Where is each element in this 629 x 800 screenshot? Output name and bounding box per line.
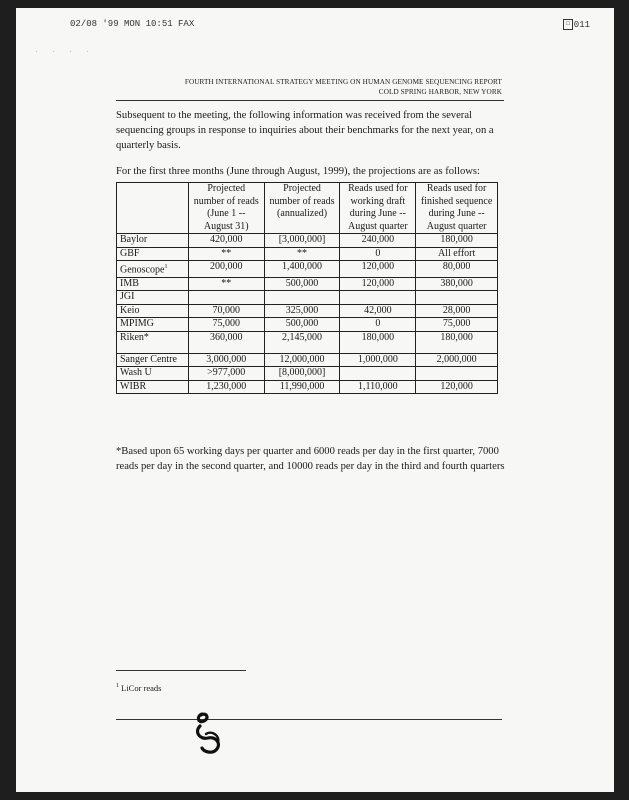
table-cell: 75,000 [188,318,264,332]
table-cell: 75,000 [416,318,498,332]
table-row [117,318,498,332]
table-cell: 11,990,000 [264,380,340,394]
group-name: JGI [117,291,189,305]
footnote-mark: 1 [164,264,168,270]
table-cell: 120,000 [340,261,416,278]
column-header: Projected number of reads (June 1 -- August 31) [188,183,264,234]
footnote-rule [116,670,246,671]
table-cell: 380,000 [416,277,498,291]
table-cell: 3,000,000 [188,353,264,367]
table-cell: ** [188,277,264,291]
group-name [117,261,189,278]
table-cell: ** [188,247,264,261]
report-header [185,77,502,97]
group-name-text: Genoscope [120,264,165,276]
footnote-text: LiCor reads [121,683,162,693]
bottom-rule [116,719,502,720]
group-name: WIBR [117,380,189,394]
intro-paragraph: Subsequent to the meeting, the following information was received from the several sequencing groups in response to inquiries about their benchmarks for the next year, on a quarterly basis. [116,110,494,151]
table-cell [264,291,340,305]
table-cell [340,291,416,305]
table-cell: 0 [340,247,416,261]
group-name: Sanger Centre [117,353,189,367]
table-cell [416,367,498,381]
group-name: Baylor [117,234,189,248]
report-title: FOURTH INTERNATIONAL STRATEGY MEETING ON HUMAN GENOME SEQUENCING REPORT [184,78,502,86]
fax-header [70,19,590,30]
table-row [117,234,498,248]
group-name: Wash U [117,367,189,381]
table-row [117,304,498,318]
header-rule [116,100,504,101]
table-cell [416,291,498,305]
table-cell: 2,000,000 [416,353,498,367]
table-cell: 180,000 [416,234,498,248]
table-cell: 1,110,000 [340,380,416,394]
table-cell: 120,000 [416,380,498,394]
table-row [117,367,498,381]
reads-basis-footnote: *Based upon 65 working days per quarter and 6000 reads per day in the first quarter, 7000 reads per day in the second quarter, and 10000 reads per day in the third and fourth quarters [116,446,505,472]
table-cell [340,367,416,381]
table-cell: >977,000 [188,367,264,381]
table-header-row [117,183,498,234]
lead-paragraph: For the first three months (June through August, 1999), the projections are as follows: [116,166,480,177]
table-row [117,380,498,394]
table-cell: 420,000 [188,234,264,248]
table-cell: All effort [416,247,498,261]
report-location: COLD SPRING HARBOR, NEW YORK [378,88,502,96]
group-name: GBF [117,247,189,261]
table-row [117,291,498,305]
column-header [117,183,189,234]
table-cell: 1,400,000 [264,261,340,278]
table-cell: 28,000 [416,304,498,318]
fax-page-indicator [563,19,590,30]
table-cell: 1,230,000 [188,380,264,394]
group-name: Keio [117,304,189,318]
table-row [117,353,498,367]
fax-datetime: 02/08 '99 MON 10:51 FAX [70,19,195,29]
projections-table [116,182,498,394]
footnote [116,683,162,693]
table-cell: 12,000,000 [264,353,340,367]
group-name: MPIMG [117,318,189,332]
table-cell: 500,000 [264,318,340,332]
table-cell: [3,000,000] [264,234,340,248]
table-cell: 360,000 [188,331,264,353]
table-cell: 200,000 [188,261,264,278]
table-cell: 70,000 [188,304,264,318]
handwritten-squiggle-icon [188,708,236,758]
scan-specks: . . . . [36,48,96,54]
table-row [117,247,498,261]
table-cell: 120,000 [340,277,416,291]
table-cell: ** [264,247,340,261]
table-cell: 0 [340,318,416,332]
table-cell: 180,000 [340,331,416,353]
column-header: Reads used for working draft during June -- August quarter [340,183,416,234]
table-cell: 500,000 [264,277,340,291]
table-cell: 42,000 [340,304,416,318]
column-header: Projected number of reads (annualized) [264,183,340,234]
group-name: IMB [117,277,189,291]
table-cell: 180,000 [416,331,498,353]
footnote-number: 1 [116,683,119,690]
table-row [117,331,498,353]
table-cell: 2,145,000 [264,331,340,353]
fax-page-number: 011 [573,19,590,30]
group-name: Riken* [117,331,189,353]
table-cell: 1,000,000 [340,353,416,367]
table-cell: [8,000,000] [264,367,340,381]
table-cell: 80,000 [416,261,498,278]
table-cell [188,291,264,305]
table-row [117,261,498,278]
column-header: Reads used for finished sequence during June -- August quarter [416,183,498,234]
table-cell: 240,000 [340,234,416,248]
document-page [16,8,614,792]
table-row [117,277,498,291]
table-cell: 325,000 [264,304,340,318]
fax-page-box-icon: ☐ [563,19,573,30]
